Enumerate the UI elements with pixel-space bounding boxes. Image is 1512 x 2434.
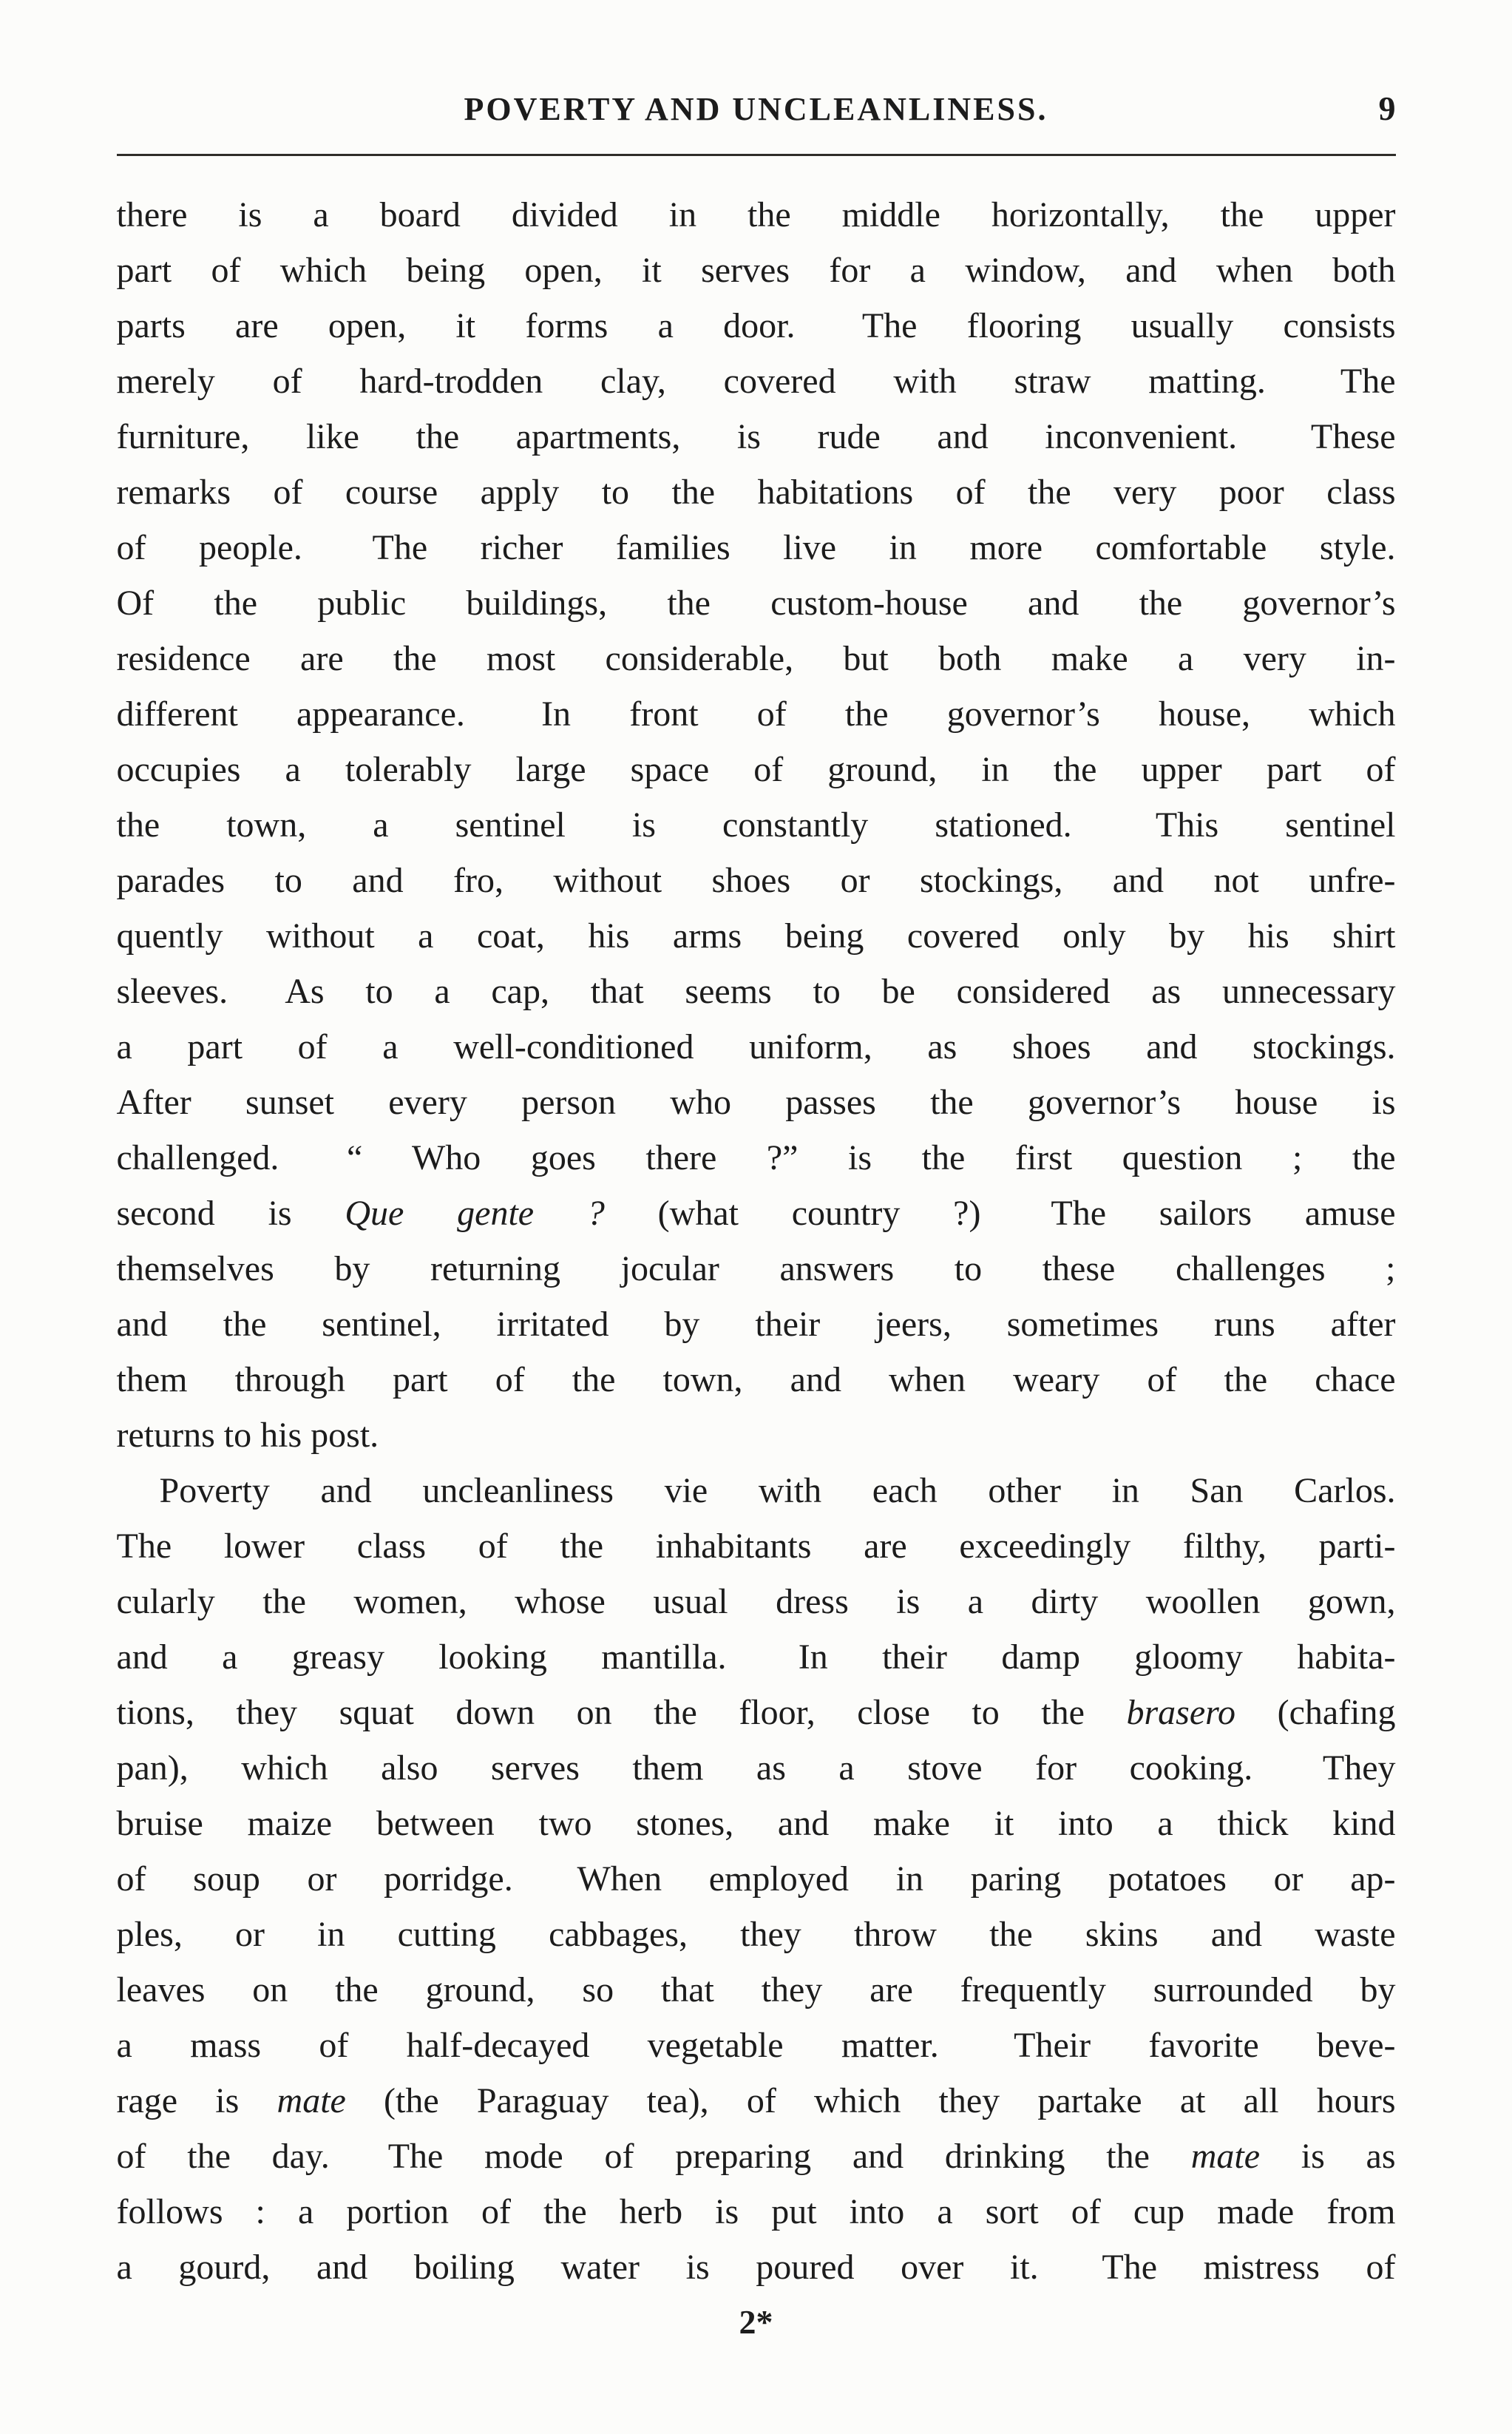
text-segment: returns to his post. <box>116 1416 379 1455</box>
text-segment: them through part of the town, and when weary of the chace <box>116 1360 1396 1399</box>
text-segment: ples, or in cutting cabbages, they throw the skins and waste <box>116 1915 1396 1954</box>
text-line <box>117 409 1396 464</box>
text-line <box>117 1075 1396 1130</box>
text-line <box>117 631 1396 686</box>
text-segment: and a greasy looking mantilla. In their damp gloomy habita- <box>116 1637 1396 1677</box>
text-block <box>117 187 1396 2295</box>
text-segment: occupies a tolerably large space of ground, in the upper part of <box>116 750 1396 789</box>
italic-text: mate <box>277 2081 346 2120</box>
text-line <box>117 1907 1396 1962</box>
text-line <box>117 298 1396 354</box>
text-segment: rage is <box>116 2081 277 2120</box>
italic-text: Que gente ? <box>345 1194 605 1233</box>
text-segment: merely of hard-trodden clay, covered with straw matting. The <box>116 362 1396 401</box>
text-segment: of the day. The mode of preparing and drinking the <box>116 2137 1191 2176</box>
text-segment: a mass of half-decayed vegetable matter. Their favorite beve- <box>116 2026 1396 2065</box>
text-line <box>117 1407 1396 1463</box>
text-line <box>117 1962 1396 2018</box>
text-line <box>117 1297 1396 1352</box>
text-line <box>117 1352 1396 1407</box>
text-segment: After sunset every person who passes the governor’s house is <box>116 1083 1396 1122</box>
text-line <box>117 464 1396 520</box>
text-segment: different appearance. In front of the governor’s house, which <box>116 694 1396 734</box>
text-line <box>117 243 1396 298</box>
text-line <box>117 908 1396 964</box>
text-segment: remarks of course apply to the habitations of the very poor class <box>116 473 1396 512</box>
text-line <box>117 1574 1396 1629</box>
text-segment: part of which being open, it serves for a window, and when both <box>116 251 1396 290</box>
text-line <box>117 2018 1396 2073</box>
text-segment: challenged. “ Who goes there ?” is the first question ; the <box>116 1138 1396 1177</box>
text-segment: The lower class of the inhabitants are exceedingly filthy, parti- <box>116 1527 1396 1566</box>
text-line <box>117 1463 1396 1518</box>
text-segment: residence are the most considerable, but both make a very in- <box>116 639 1396 678</box>
text-line <box>117 2239 1396 2295</box>
signature-mark: 2* <box>739 2303 773 2341</box>
text-line <box>117 520 1396 575</box>
text-segment: quently without a coat, his arms being covered only by his shirt <box>116 916 1396 956</box>
text-segment: second is <box>116 1194 345 1233</box>
text-line <box>117 1740 1396 1796</box>
text-segment: Poverty and uncleanliness vie with each other in San Carlos. <box>159 1471 1396 1510</box>
text-line <box>117 2129 1396 2184</box>
text-segment: parades to and fro, without shoes or stockings, and not unfre- <box>116 861 1396 900</box>
running-title: POVERTY AND UNCLEANLINESS. <box>464 91 1048 127</box>
text-segment: the town, a sentinel is constantly stationed. This sentinel <box>116 805 1396 845</box>
text-segment: is as <box>1260 2137 1396 2176</box>
text-segment: parts are open, it forms a door. The flooring usually consists <box>116 306 1396 345</box>
text-line <box>117 2073 1396 2129</box>
text-segment: bruise maize between two stones, and make it into a thick kind <box>116 1804 1396 1843</box>
text-segment: of people. The richer families live in more comfortable style. <box>116 528 1396 567</box>
text-segment: a gourd, and boiling water is poured over it. The mistress of <box>116 2248 1396 2287</box>
text-line <box>117 742 1396 797</box>
text-line <box>117 2184 1396 2239</box>
italic-text: brasero <box>1126 1693 1236 1732</box>
text-line <box>117 1130 1396 1186</box>
text-line <box>117 354 1396 409</box>
text-line <box>117 1518 1396 1574</box>
page-content <box>117 0 1396 2342</box>
text-line <box>117 1851 1396 1907</box>
text-line <box>117 797 1396 853</box>
text-segment: a part of a well-conditioned uniform, as shoes and stockings. <box>116 1027 1396 1066</box>
text-line <box>117 575 1396 631</box>
text-segment: follows : a portion of the herb is put into a sort of cup made from <box>116 2192 1396 2231</box>
text-line <box>117 1019 1396 1075</box>
text-line <box>117 1241 1396 1297</box>
text-segment: leaves on the ground, so that they are frequently surrounded by <box>116 1970 1396 2009</box>
text-line <box>117 964 1396 1019</box>
text-segment: of soup or porridge. When employed in paring potatoes or ap- <box>116 1859 1396 1899</box>
text-segment: Of the public buildings, the custom-house and the governor’s <box>116 584 1396 623</box>
text-segment: themselves by returning jocular answers to these challenges ; <box>116 1249 1396 1288</box>
text-segment: furniture, like the apartments, is rude and inconvenient. These <box>116 417 1396 456</box>
italic-text: mate <box>1190 2137 1260 2176</box>
text-line <box>117 1629 1396 1685</box>
text-line <box>117 686 1396 742</box>
text-line <box>117 187 1396 243</box>
text-segment: (the Paraguay tea), of which they partake at all hours <box>345 2081 1396 2120</box>
page-header <box>117 90 1396 136</box>
text-segment: and the sentinel, irritated by their jeers, sometimes runs after <box>116 1305 1396 1344</box>
text-segment: pan), which also serves them as a stove for cooking. They <box>116 1748 1396 1788</box>
text-segment: sleeves. As to a cap, that seems to be considered as unnecessary <box>116 972 1396 1011</box>
text-segment: (chafing <box>1235 1693 1396 1732</box>
header-rule <box>117 154 1396 156</box>
text-line <box>117 853 1396 908</box>
text-segment: (what country ?) The sailors amuse <box>604 1194 1396 1233</box>
page-number: 9 <box>1378 89 1396 127</box>
text-segment: cularly the women, whose usual dress is a dirty woollen gown, <box>116 1582 1396 1621</box>
text-segment: tions, they squat down on the floor, close to the <box>116 1693 1127 1732</box>
text-line <box>117 1186 1396 1241</box>
text-segment: there is a board divided in the middle horizontally, the upper <box>116 195 1396 234</box>
text-line <box>117 1685 1396 1740</box>
text-line <box>117 1796 1396 1851</box>
